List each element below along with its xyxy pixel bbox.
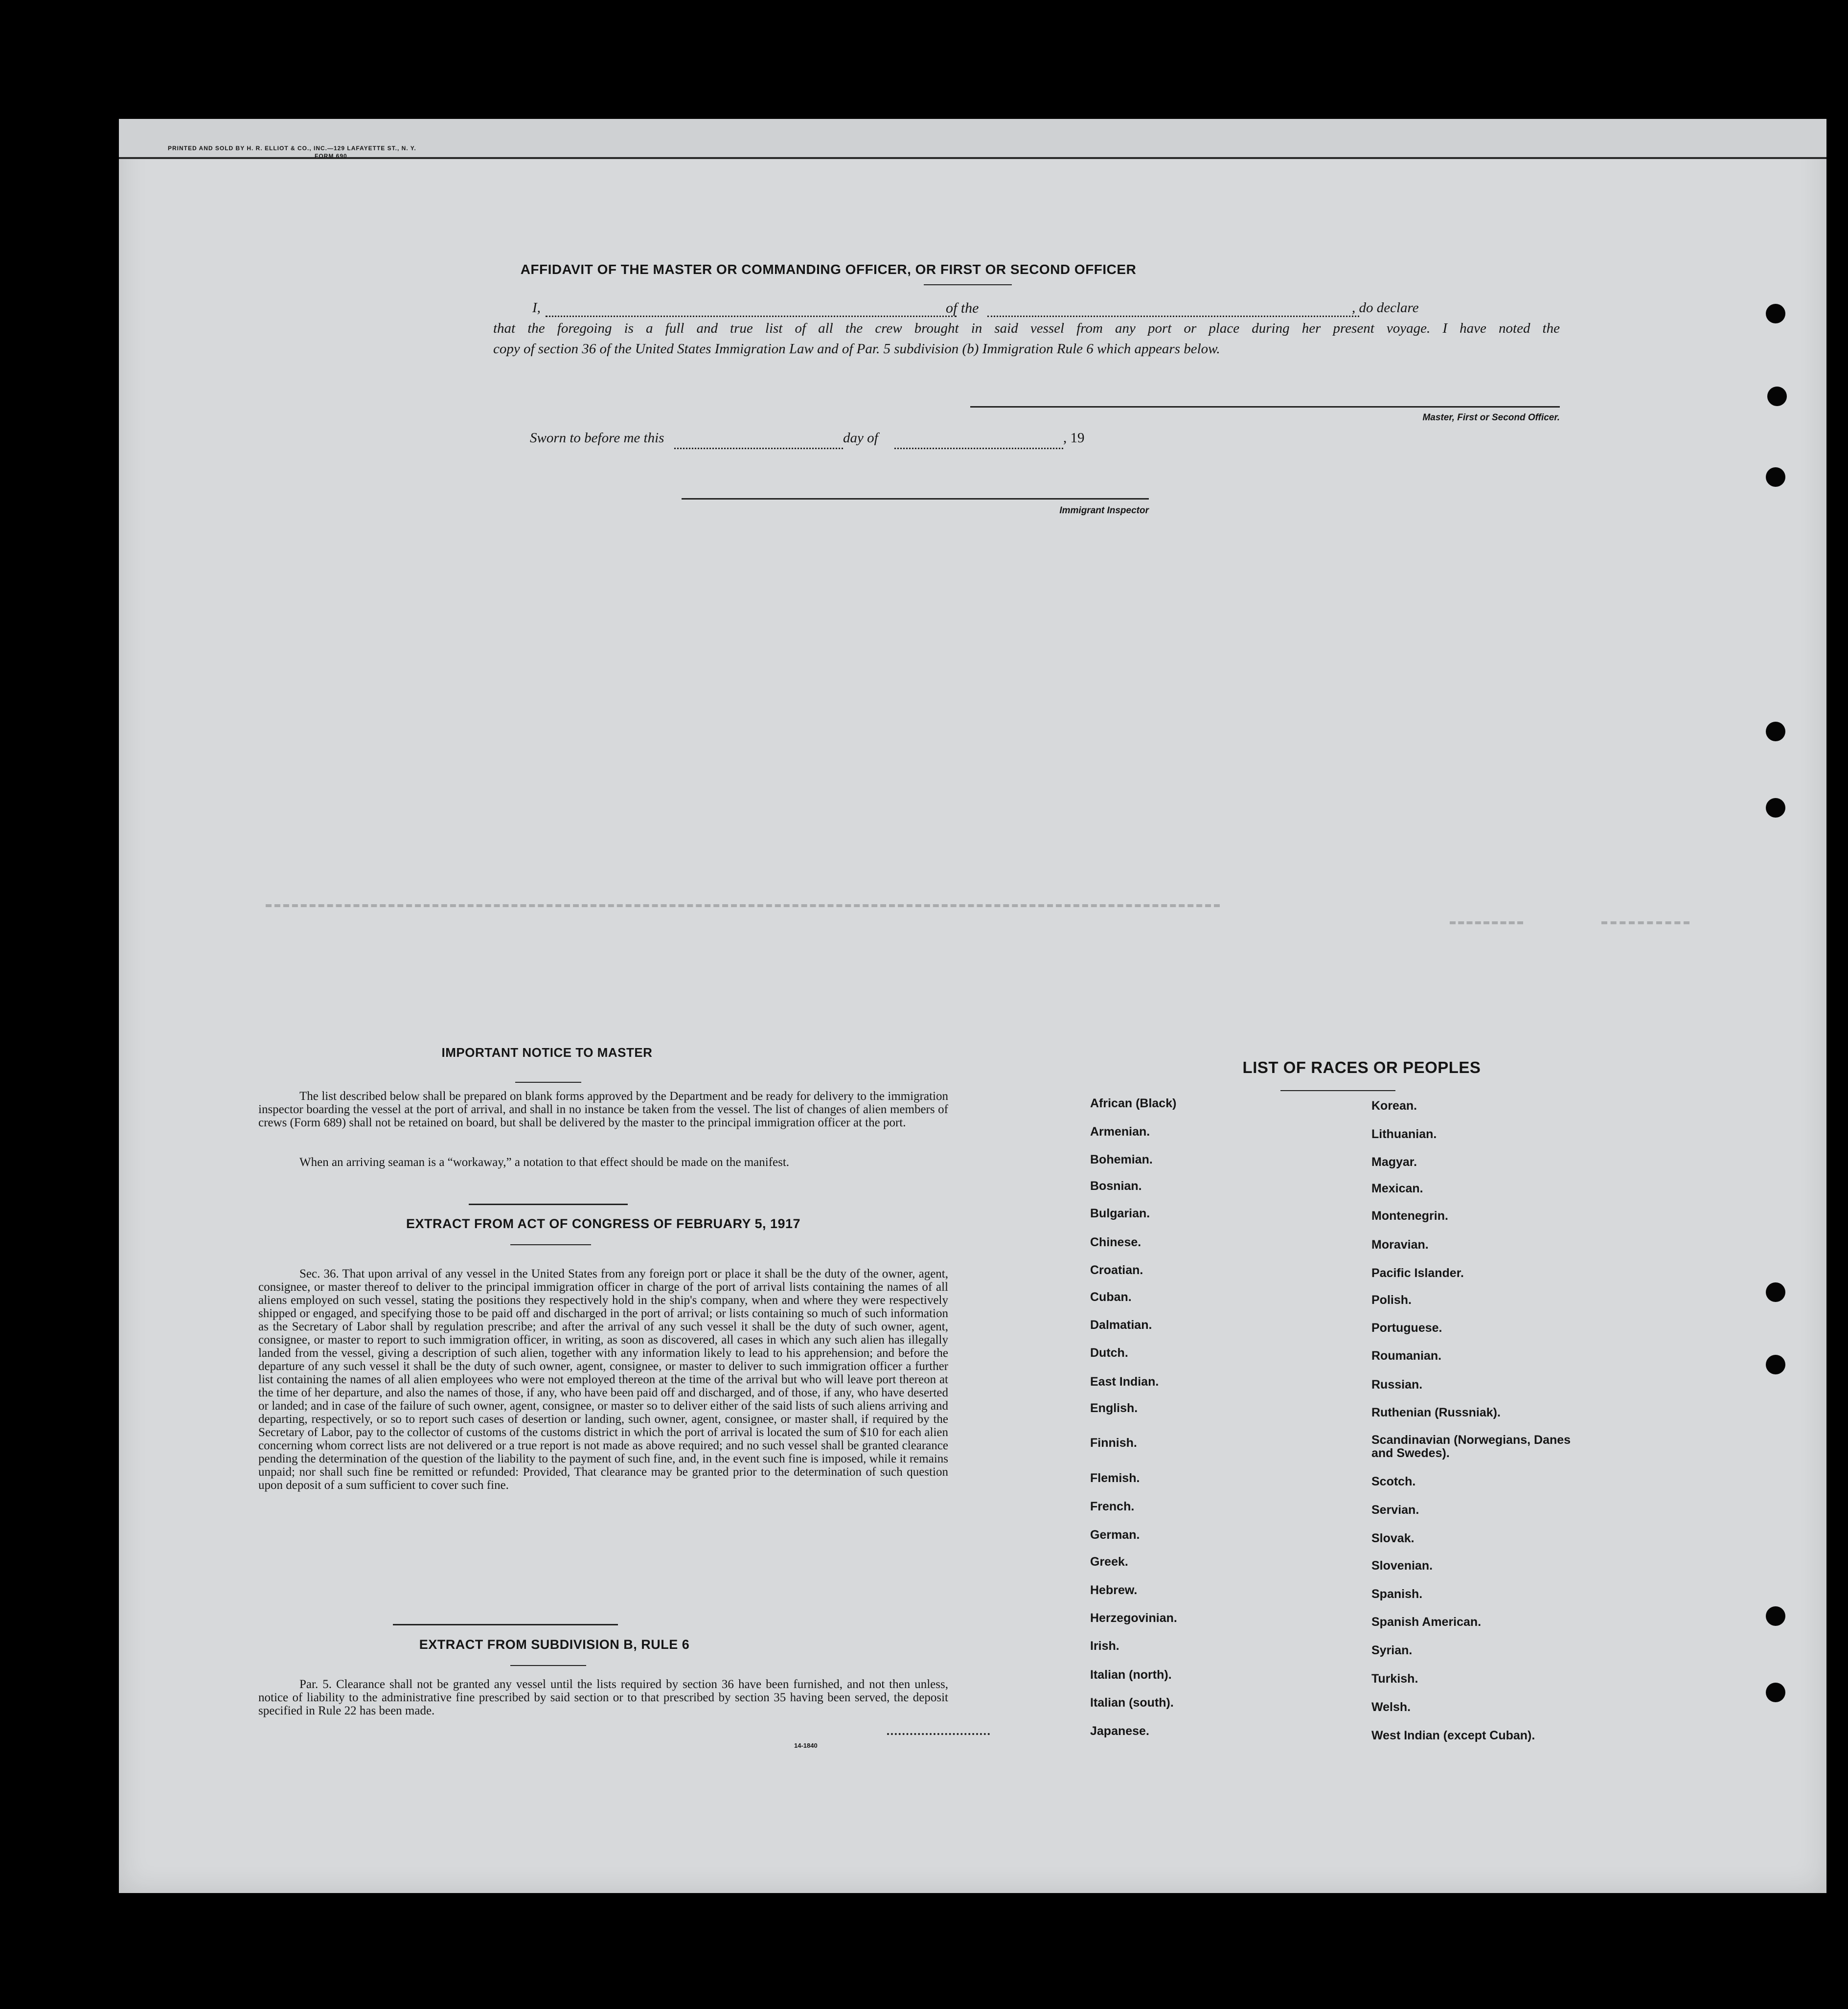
race-item: French. xyxy=(1090,1500,1135,1513)
race-item: Lithuanian. xyxy=(1371,1127,1437,1141)
document-page xyxy=(119,119,1826,1893)
race-item: German. xyxy=(1090,1528,1140,1542)
race-item: West Indian (except Cuban). xyxy=(1371,1729,1535,1742)
inspector-label: Immigrant Inspector xyxy=(1059,505,1149,516)
race-item: Spanish. xyxy=(1371,1587,1423,1601)
race-item: Finnish. xyxy=(1090,1436,1137,1450)
race-item: Irish. xyxy=(1090,1639,1119,1653)
race-item: Croatian. xyxy=(1090,1263,1143,1277)
sworn-month-blank[interactable] xyxy=(894,448,1063,449)
form-number: FORM 690 xyxy=(315,153,347,160)
race-item: Armenian. xyxy=(1090,1125,1150,1139)
race-item: Welsh. xyxy=(1371,1700,1411,1714)
bleed-through-line xyxy=(266,904,1220,907)
race-item: Pacific Islander. xyxy=(1371,1266,1464,1280)
notice-title: IMPORTANT NOTICE TO MASTER xyxy=(441,1045,653,1060)
race-item: Italian (south). xyxy=(1090,1696,1174,1710)
punch-hole xyxy=(1766,798,1785,818)
race-item: Herzegovinian. xyxy=(1090,1611,1177,1625)
sworn-year-label: , 19 xyxy=(1063,430,1085,446)
race-item: Slovak. xyxy=(1371,1531,1415,1545)
race-item: Japanese. xyxy=(1090,1724,1149,1738)
race-item: Italian (north). xyxy=(1090,1668,1172,1682)
printer-imprint xyxy=(168,144,416,160)
race-item: Greek. xyxy=(1090,1555,1128,1569)
punch-hole xyxy=(1766,1355,1785,1374)
punch-hole xyxy=(1767,387,1787,406)
punch-hole xyxy=(1766,1683,1785,1702)
race-item: Roumanian. xyxy=(1371,1349,1442,1363)
race-item: Bohemian. xyxy=(1090,1153,1153,1166)
sworn-label: Sworn to before me this xyxy=(530,430,664,446)
race-item: Bosnian. xyxy=(1090,1179,1142,1193)
bleed-through-line xyxy=(1601,921,1689,924)
race-item: Syrian. xyxy=(1371,1644,1413,1657)
section-divider xyxy=(393,1624,618,1625)
race-item: East Indian. xyxy=(1090,1375,1159,1389)
punch-hole xyxy=(1766,1282,1785,1302)
name-blank[interactable] xyxy=(546,316,957,317)
race-item: Spanish American. xyxy=(1371,1615,1482,1629)
punch-hole xyxy=(1766,467,1785,487)
race-item: Flemish. xyxy=(1090,1471,1140,1485)
race-item: Bulgarian. xyxy=(1090,1207,1150,1220)
race-item: Scotch. xyxy=(1371,1475,1416,1488)
extract-act-title: EXTRACT FROM ACT OF CONGRESS OF FEBRUARY 5, 1917 xyxy=(406,1216,801,1231)
races-title: LIST OF RACES OR PEOPLES xyxy=(1242,1058,1481,1076)
master-signature-label: Master, First or Second Officer. xyxy=(1422,412,1560,423)
extract-rule-body: Par. 5. Clearance shall not be granted any vessel until the lists required by section 36 have been furnished, and not then unless, notice of liability to the administrative fine prescribed by said section or to that prescribed by section 35 having been served, the deposit specified in Rule 22 has been made. xyxy=(258,1678,948,1717)
extract-act-body: Sec. 36. That upon arrival of any vessel in the United States from any foreign port or place it shall be the duty of the owner, agent, consignee, or master thereof to deliver to the principal immigration officer in charge of the port of arrival lists containing the names of all aliens employed on such vessel, stating the positions they respectively hold in the ship's company, when and where they were respectively shipped or engaged, and specifying those to be paid off and discharged in the port of arrival; or lists containing so much of such information as the Secretary of Labor shall by regulation prescribe; and after the arrival of any such vessel it shall be the duty of such owner, agent, consignee, or master to report to such immigration officer, in writing, as soon as discovered, all cases in which any such alien has illegally landed from the vessel, giving a description of such alien, together with any information likely to lead to his apprehension; and before the departure of any such vessel it shall be the duty of such owner, agent, consignee, or master to deliver to such immigration officer a further list containing the names of all alien employees who were not employed thereon at the time of the arrival but who will leave port thereon at the time of her departure, and also the names of those, if any, who have been paid off and discharged, and of those, if any, who have deserted or landed; and in case of the failure of such owner, agent, consignee, or master so to deliver either of the said lists of such aliens arriving and departing, respectively, or so to report such cases of desertion or landing, such owner, agent, consignee, or master shall, if required by the Secretary of Labor, pay to the collector of customs of the customs district in which the port of arrival is located the sum of $10 for each alien concerning whom correct lists are not delivered or a true report is not made as above required; and no such vessel shall be granted clearance pending the determination of the question of the liability to the payment of such fine, and, in the event such fine is imposed, while it remains unpaid; nor shall such fine be remitted or refunded: Provided, That clearance may be granted prior to the determination of such question upon deposit of a sum sufficient to cover such fine. xyxy=(258,1267,948,1492)
section-divider xyxy=(469,1204,628,1205)
race-item: Magyar. xyxy=(1371,1155,1417,1169)
affidavit-line-3: copy of section 36 of the United States Immigration Law and of Par. 5 subdivision (b) Immigration Rule 6 which appears below. xyxy=(493,341,1220,357)
vessel-blank[interactable] xyxy=(987,316,1359,317)
print-code: 14-1840 xyxy=(794,1742,818,1749)
race-item: Ruthenian (Russniak). xyxy=(1371,1406,1501,1419)
race-item: Dalmatian. xyxy=(1090,1318,1152,1332)
affidavit-declare-label: , do declare xyxy=(1352,300,1419,316)
race-item: English. xyxy=(1090,1401,1138,1415)
extract-act-underline xyxy=(510,1244,591,1245)
dotted-mark xyxy=(887,1733,990,1735)
race-item: Korean. xyxy=(1371,1099,1417,1113)
race-item: Cuban. xyxy=(1090,1290,1132,1304)
extract-rule-underline xyxy=(510,1665,586,1666)
master-signature-line[interactable] xyxy=(970,406,1560,408)
race-item: Montenegrin. xyxy=(1371,1209,1448,1223)
inspector-signature-line[interactable] xyxy=(682,498,1149,500)
sworn-day-label: day of xyxy=(843,430,878,446)
race-item: Russian. xyxy=(1371,1378,1423,1392)
printer-line: PRINTED AND SOLD BY H. R. ELLIOT & CO., INC.—129 LAFAYETTE ST., N. Y. xyxy=(168,145,416,152)
punch-hole xyxy=(1766,304,1785,323)
race-item: Slovenian. xyxy=(1371,1559,1433,1573)
notice-paragraph-1: The list described below shall be prepared on blank forms approved by the Department and be ready for delivery to the immigration inspector boarding the vessel at the port of arrival, and shall in no instance be taken from the vessel. The list of changes of alien members of crews (Form 689) shall not be retained on board, but shall be delivered by the master to the principal immigration officer at the port. xyxy=(258,1090,948,1129)
race-item: Scandinavian (Norwegians, Danes and Swedes). xyxy=(1371,1433,1571,1460)
race-item: Hebrew. xyxy=(1090,1583,1138,1597)
affidavit-i-label: I, xyxy=(532,300,541,316)
affidavit-title: AFFIDAVIT OF THE MASTER OR COMMANDING OFFICER, OR FIRST OR SECOND OFFICER xyxy=(520,262,1137,277)
notice-paragraph-2: When an arriving seaman is a “workaway,” a notation to that effect should be made on the manifest. xyxy=(299,1156,790,1169)
bleed-through-line xyxy=(1450,921,1523,924)
affidavit-of-label: of the xyxy=(946,300,979,316)
race-item: Moravian. xyxy=(1371,1238,1429,1252)
race-item: African (Black) xyxy=(1090,1096,1177,1110)
race-item: Dutch. xyxy=(1090,1346,1128,1360)
extract-rule-title: EXTRACT FROM SUBDIVISION B, RULE 6 xyxy=(419,1637,690,1652)
notice-underline xyxy=(515,1082,581,1083)
sworn-day-blank[interactable] xyxy=(674,448,843,449)
punch-hole xyxy=(1766,722,1785,741)
affidavit-line-2: that the foregoing is a full and true list of all the crew brought in said vessel from any port or place during her present voyage. I have noted the xyxy=(493,320,1560,336)
race-item: Polish. xyxy=(1371,1293,1412,1307)
race-item: Chinese. xyxy=(1090,1235,1141,1249)
race-item: Portuguese. xyxy=(1371,1321,1442,1335)
title-underline xyxy=(924,284,1012,285)
race-item: Mexican. xyxy=(1371,1182,1423,1195)
punch-hole xyxy=(1766,1606,1785,1626)
race-item: Turkish. xyxy=(1371,1672,1418,1686)
races-underline xyxy=(1280,1090,1395,1091)
race-item: Servian. xyxy=(1371,1503,1419,1517)
